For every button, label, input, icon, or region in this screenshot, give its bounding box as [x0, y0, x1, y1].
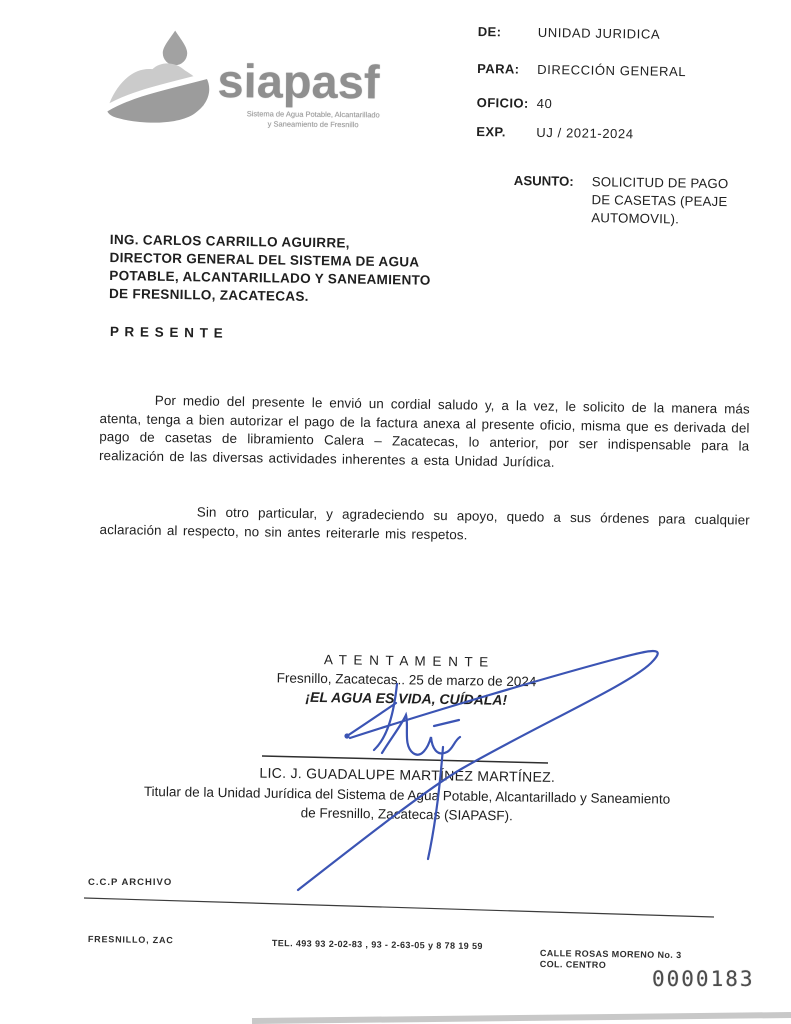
- closing-block: [181, 649, 632, 711]
- recipient-line3: POTABLE, ALCANTARILLADO Y SANEAMIENTO: [109, 267, 431, 288]
- recipient-line2: DIRECTOR GENERAL DEL SISTEMA DE AGUA: [109, 249, 420, 270]
- signatory-title-line1: Titular de la Unidad Jurídica del Sistema de Agua Potable, Alcantarillado y Saneamiento: [143, 783, 671, 807]
- subject-text: [591, 173, 762, 230]
- logo-wordmark: siapasf: [217, 53, 380, 109]
- recipient-line4: DE FRESNILLO, ZACATECAS.: [108, 285, 309, 304]
- field-oficio: [476, 94, 553, 112]
- field-de: [477, 23, 661, 42]
- signature-ink-dot: [344, 733, 349, 738]
- field-para: [477, 60, 687, 80]
- signature-flourish-stroke: [347, 703, 396, 736]
- signature-dash-stroke: [434, 720, 459, 726]
- siapasf-logo: [105, 26, 426, 141]
- field-exp-value: UJ / 2021-2024: [536, 124, 634, 142]
- header-fields: [476, 18, 778, 142]
- signatory-title-line2: de Fresnillo, Zacatecas (SIAPASF).: [300, 805, 513, 824]
- signatory-name: LIC. J. GUADALUPE MARTÍNEZ MARTÍNEZ.: [259, 764, 556, 785]
- folio-stamp: 0000183: [652, 967, 755, 991]
- subject-line2: DE CASETAS (PEAJE: [591, 192, 728, 210]
- field-de-label: DE:: [477, 23, 502, 40]
- footer-city: FRESNILLO, ZAC: [87, 934, 174, 946]
- ccp-note: C.C.P ARCHIVO: [88, 877, 173, 888]
- footer-address-line2: COL. CENTRO: [539, 958, 607, 970]
- footer-address-line1: CALLE ROSAS MORENO No. 3: [539, 948, 682, 961]
- field-oficio-label: OFICIO:: [476, 94, 529, 111]
- logo-tagline: [217, 109, 409, 131]
- signatory-block: [84, 761, 730, 829]
- field-para-value: DIRECCIÓN GENERAL: [537, 61, 687, 80]
- closing-place-date: Fresnillo, Zacatecas.. 25 de marzo de 2024: [276, 669, 537, 689]
- closing-attentively: A T E N T A M E N T E: [323, 652, 490, 670]
- recipient-block: [109, 231, 431, 308]
- field-para-label: PARA:: [477, 60, 520, 77]
- field-de-value: UNIDAD JURIDICA: [537, 24, 661, 42]
- subject-line1: SOLICITUD DE PAGO: [591, 174, 729, 192]
- field-exp-label: EXP.: [476, 123, 506, 140]
- field-exp: [476, 123, 634, 142]
- field-oficio-value: 40: [536, 95, 553, 112]
- salutation: P R E S E N T E: [109, 324, 224, 341]
- logo-tagline-line2: y Saneamiento de Fresnillo: [267, 119, 359, 130]
- recipient-line1: ING. CARLOS CARRILLO AGUIRRE,: [109, 231, 350, 251]
- body-paragraph-2: Sin otro particular, y agradeciendo su apoyo, quedo a sus órdenes para cualquier aclaración al respecto, no sin antes reiterarle mis respetos.: [99, 504, 750, 543]
- footer-phone: TEL. 493 93 2-02-83 , 93 - 2-63-05 y 8 78 19 59: [271, 938, 483, 952]
- subject-block: [513, 172, 774, 227]
- logo-tagline-line1: Sistema de Agua Potable, Alcantarillado: [246, 109, 380, 120]
- water-drop-and-wave-icon: [105, 26, 218, 139]
- footer-rule: [84, 898, 714, 917]
- subject-line3: AUTOMOVIL).: [591, 210, 680, 227]
- closing-motto: ¡EL AGUA ES VIDA, CUÍDALA!: [305, 688, 508, 708]
- scan-edge-artifact: [252, 1015, 791, 1021]
- signature-rule: [262, 756, 548, 763]
- signature-initials-stroke: [382, 715, 460, 755]
- body-paragraph-1: Por medio del presente le envió un cordial saludo y, a la vez, le solicito de la manera más atenta, tenga a bien autorizar el pago de la factura anexa al presente oficio, misma que es derivada del pago de casetas de libramiento Calera – Zacatecas, lo anterior, por ser indispensable para la realización de las diversas actividades inherentes a esta Unidad Jurídica.: [98, 392, 750, 470]
- subject-label: ASUNTO:: [513, 172, 574, 189]
